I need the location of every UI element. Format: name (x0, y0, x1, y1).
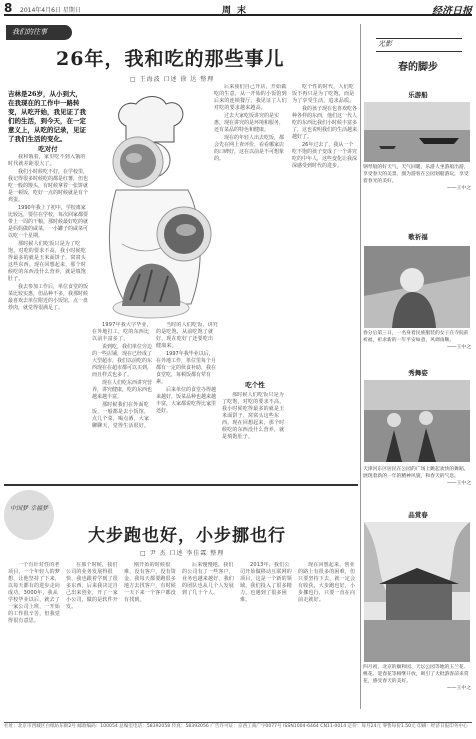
photo-caption: 天津河东区居民在公园的广场上跳起欢快的舞蹈，展现着新的一年的精神风貌，和春天的气息。 ——王中之 (363, 467, 471, 486)
article2-headline: 大步跑也好，小步挪也行 (88, 526, 286, 546)
paragraph: 说到吃，我们单位旁边的一些店铺，现在已经成了大型超市，我们以前吃的东西现在在超市都可以买到，而且样式也多了。 (92, 344, 152, 378)
paragraph: 那时候人们吃饭只是为了吃饱，对吃的要求不高，我小时候吃得最多的就是玉米面饼子、窝窝头这些东西。现在回想起来，那个时候吃的东西没什么营养，就是填饱肚子。 (222, 392, 285, 440)
article1-column-1 (8, 154, 90, 470)
dish-photo-1 (112, 136, 164, 188)
article2-column-3 (124, 562, 178, 718)
article2-column-2 (66, 562, 120, 718)
boat-photo (364, 102, 470, 162)
paragraph: 1997年我毕业以后，在外地工作，单位里每个月都有一定的伙食补助，我在食堂吃，每顿饭都有荤有素。 (156, 351, 217, 385)
page-header (4, 3, 472, 16)
photo-feature-kicker: 光影 (376, 38, 462, 52)
article2-column-5 (240, 562, 294, 718)
paragraph: 现在回想起来，创业的路上有很多的困难，但只要坚持下去，就一定会有收获，大步跑也好，小步挪也行，只要一直在向前走就好。 (298, 562, 356, 603)
article1-byline: □ 王海波 口述 徐 达 整理 (130, 76, 215, 83)
subhead-2: 吃个性 (245, 381, 265, 389)
paragraph: 那时候人们吃饭只是为了吃饱，对吃的要求不高，我小时候吃得最多的就是玉米面饼子、窝窝头这些东西。现在回想起来，那个时候吃的东西没什么营养，就是填饱肚子。 (8, 241, 87, 282)
photo-caption: 钢琴般的好天气，天气回暖，乐游人坐游船出游，享受春天的美景。图为游客在公园划船游玩，享受着春光的美好。 ——王中之 (363, 165, 471, 191)
newspaper-name: 经济日报 (432, 6, 472, 17)
photo-title: 歌祈福 (408, 233, 428, 241)
column-divider (360, 24, 361, 709)
article1-column-2 (92, 322, 152, 474)
article1-lead: 吉林是26岁，从小到大，在我现在的工作中一路转变，从吃开始，我见证了我们的生活，到今天，在一定意义上，从吃的记录，见证了我们生活的变化。 (8, 90, 86, 143)
paragraph: 后来慢慢地，我们的公司有了一些客户，业务也越来越好，我们的团队也从几个人发展到了几十个人。 (182, 562, 235, 596)
photo-title: 品赏春 (408, 511, 428, 519)
article2-byline: □ 尹 杰 口述 李佳霖 整理 (140, 550, 225, 557)
paragraph: 1990年我上了初中，学校离家比较远，要住在学校，每次回家都要带上一周的干粮。那时候最好吃的就是妈妈做的咸菜，一小罐子的咸菜可以吃一个星期。 (8, 205, 89, 239)
paragraph: 我的孩子现在也喜欢吃各种各样的东西，他们这一代人吃的东西比我们小时候丰富多了，这也说明我们的生活越来越好了。 (292, 106, 358, 140)
paragraph: 26年过去了，我从一个吃不饱的孩子变成了一个讲究吃的中年人，这些变化让我深深感受到时代的进步。 (292, 142, 358, 169)
article2-column-1 (8, 562, 62, 718)
dish-photo-2 (156, 206, 212, 262)
paragraph: 那时候我们在外面吃饭，一般都是去小饭馆，点几个菜，喝点酒，大家聊聊天，觉得生活很好。 (92, 402, 150, 429)
article1-kicker: 我们的往事 (6, 25, 72, 40)
subhead-1: 吃对付 (38, 145, 58, 153)
paragraph: 刚开始的时候很难，没有客户，没有资金，我每天都要跑很多地方去找客户，有时候一天下来一个客户都没有找到。 (124, 562, 177, 603)
photo-feature-title: 春的脚步 (398, 62, 438, 73)
pavilion-photo (364, 522, 470, 662)
page-number: 8 (4, 1, 13, 15)
paragraph: 后来单位的食堂办得越来越好，饭菜品种也越来越丰富，大家都说吃得比家里还好。 (156, 387, 217, 414)
article-divider (4, 484, 358, 486)
prayer-photo (364, 246, 470, 328)
article2-kicker: 中国梦 幸福梦 (4, 490, 54, 540)
paragraph: 1997年我大学毕业，在外地打工，吃的东西比以前丰富多了。 (92, 322, 152, 342)
paragraph: 吃个性的时代，人们吃饭不再只是为了吃饱，而是为了享受生活，追求品质。 (292, 84, 355, 104)
article1-headline: 26年，我和吃的那些事儿 (56, 48, 285, 70)
paragraph: 我去参加工作后，单位食堂的饭菜比较实惠，但品种不多，我那时候最喜欢去单位附近的小饭馆，点一盘炒肉，就觉得很满足了。 (8, 284, 89, 311)
paragraph: 后来我们自己开店，开始做吃的生意，从一开始的小饭馆到后来的连锁餐厅，我见证了人们对吃的要求越来越高。 (214, 84, 287, 111)
paragraph: 过去大家吃饭讲究的是实惠，现在讲究的是环境和服务，还有菜品的特色和健康。 (214, 113, 285, 133)
paragraph: 在那个时候，我们公司的业务发展得很快，我也跟着学到了很多东西，后来我决定自己出来创业，开了一家小公司，做的是软件开发。 (66, 562, 119, 610)
issue-date: 2014年4月6日 星期日 (20, 7, 81, 14)
paragraph: 现在人们吃东西讲究营养，讲究健康，吃的东西也越来越丰富。 (92, 380, 152, 400)
section-title: 周末 (222, 6, 253, 16)
paragraph: 我和饿着，家里吃不到入饿的时代就差距很大了。 (8, 154, 86, 167)
article1-column-4-bottom (222, 392, 288, 474)
dance-photo (364, 380, 470, 462)
paragraph: 现在的年轻人出去吃饭，都会先在网上查评价，看看哪家店的口碑好，这在以前是不可想象的。 (214, 135, 285, 162)
article1-column-5 (292, 84, 358, 476)
paragraph: 当时的人们吃饭，讲究的是吃饱，从前吃饱了就好，现在吃好了还要吃出健康来。 (156, 322, 218, 349)
photo-caption: 四月初，北京的颐和园、天坛公园等地的玉兰花、桃花、迎春花等相继开放，吸引了大批游客前来赏花，感受春天的美好。 ——王中之 (363, 665, 471, 691)
article2-column-4 (182, 562, 236, 718)
article2-column-6 (298, 562, 356, 718)
dish-photo-3 (110, 256, 192, 322)
article1-column-4-top (214, 84, 288, 320)
photo-title: 乐游船 (408, 91, 428, 99)
paragraph: 一个有针对性的老项目，一个年轻人的梦想，让他坚持了下来，以每天都有的进步走向成功。3000年，我从学校毕业以后，就去了一家公司上班，一开始的工作很辛苦，但我觉得很有意思。 (8, 562, 61, 624)
photo-caption: 春分后第三日，一名身着民族服装的女子在寺院前祈福，祈求新的一年平安如意，风调雨顺。 ——王中之 (363, 331, 471, 350)
page-footer: 社址：北京市西城区白纸坊东街2号 邮政编码：100054 总编室电话：58392058 传真：58392056 广告许可证：京西工商广字0077号 ISSN1004-6464 CN11-0014 定价：每月24元 零售每份1.50元 印刷：经济日报印务中心 (4, 722, 472, 731)
paragraph: 我们小时候吃不好，在学校里，我记得很多时候吃的都是红薯，但也吃一般的馒头，有时候拿着一张饼就是一顿饭，吃好一点的时候就是有个鸡蛋。 (8, 169, 89, 203)
photo-title: 秀舞姿 (408, 369, 428, 377)
paragraph: 2013年，我们公司开始做移动互联网的项目，这是一个新的领域，我们投入了很多精力，也遇到了很多困难。 (240, 562, 293, 603)
article1-column-3 (156, 322, 218, 474)
